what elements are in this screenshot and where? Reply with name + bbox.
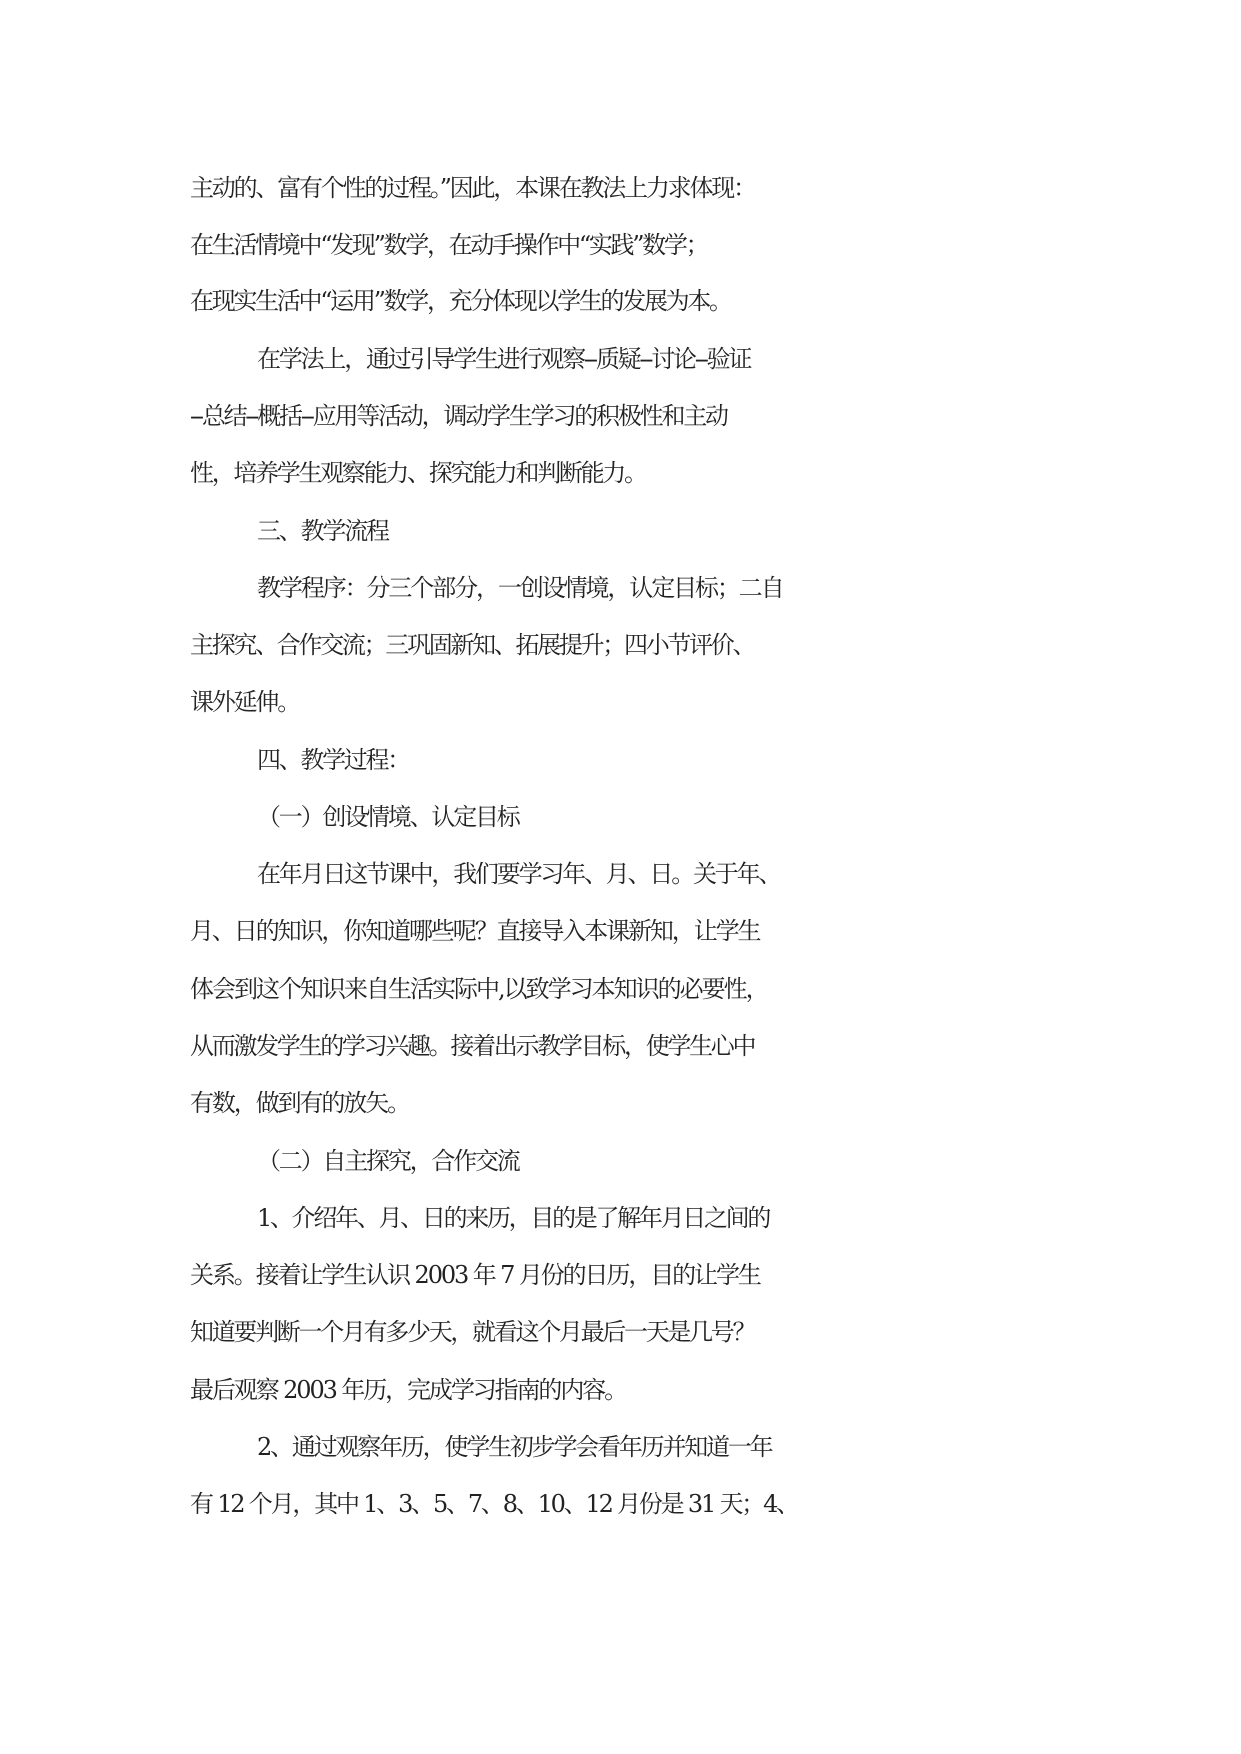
text-line: 性，培养学生观察能力、探究能力和判断能力。 xyxy=(190,459,646,487)
text-line: 在学法上，通过引导学生进行观察--质疑--讨论--验证 xyxy=(257,345,751,373)
text-line: 2、通过观察年历，使学生初步学会看年历并知道一年 xyxy=(257,1433,772,1461)
text-line: 在生活情境中“发现”数学，在动手操作中“实践”数学； xyxy=(190,231,708,259)
text-line: 在年月日这节课中，我们要学习年、月、日。关于年、 xyxy=(257,860,781,888)
text-line: 有 12 个月，其中 1、3、5、7、8、10、12 月份是 31 天；4、 xyxy=(190,1490,798,1518)
text-line: 1、介绍年、月、日的来历，目的是了解年月日之间的 xyxy=(257,1204,770,1232)
text-line: 月、日的知识，你知道哪些呢？直接导入本课新知，让学生 xyxy=(190,917,760,945)
text-line: 知道要判断一个月有多少天，就看这个月最后一天是几号？ xyxy=(190,1318,755,1346)
text-line: 体会到这个知识来自生活实际中,以致学习本知识的必要性， xyxy=(190,975,768,1003)
text-line: 主动的、富有个性的过程。”因此，本课在教法上力求体现： xyxy=(190,174,755,202)
section-heading: 三、教学流程 xyxy=(257,517,388,545)
section-heading: 四、教学过程： xyxy=(257,746,409,774)
text-line: 主探究、合作交流；三巩固新知、拓展提升；四小节评价、 xyxy=(190,631,755,659)
text-line: 有数，做到有的放矢。 xyxy=(190,1089,409,1117)
text-line: 课外延伸。 xyxy=(190,688,299,716)
text-line: 教学程序：分三个部分，一创设情境，认定目标；二自 xyxy=(257,574,783,602)
text-line: 最后观察 2003 年历，完成学习指南的内容。 xyxy=(190,1376,627,1404)
subsection-heading: （二）自主探究，合作交流 xyxy=(257,1147,519,1175)
text-line: 从而激发学生的学习兴趣。接着出示教学目标，使学生心中 xyxy=(190,1032,755,1060)
text-line: 在现实生活中“运用”数学，充分体现以学生的发展为本。 xyxy=(190,287,731,315)
text-line: 关系。接着让学生认识 2003 年 7 月份的日历，目的让学生 xyxy=(190,1261,760,1289)
text-line: --总结--概括--应用等活动，调动学生学习的积极性和主动 xyxy=(190,402,727,430)
subsection-heading: （一）创设情境、认定目标 xyxy=(257,803,519,831)
